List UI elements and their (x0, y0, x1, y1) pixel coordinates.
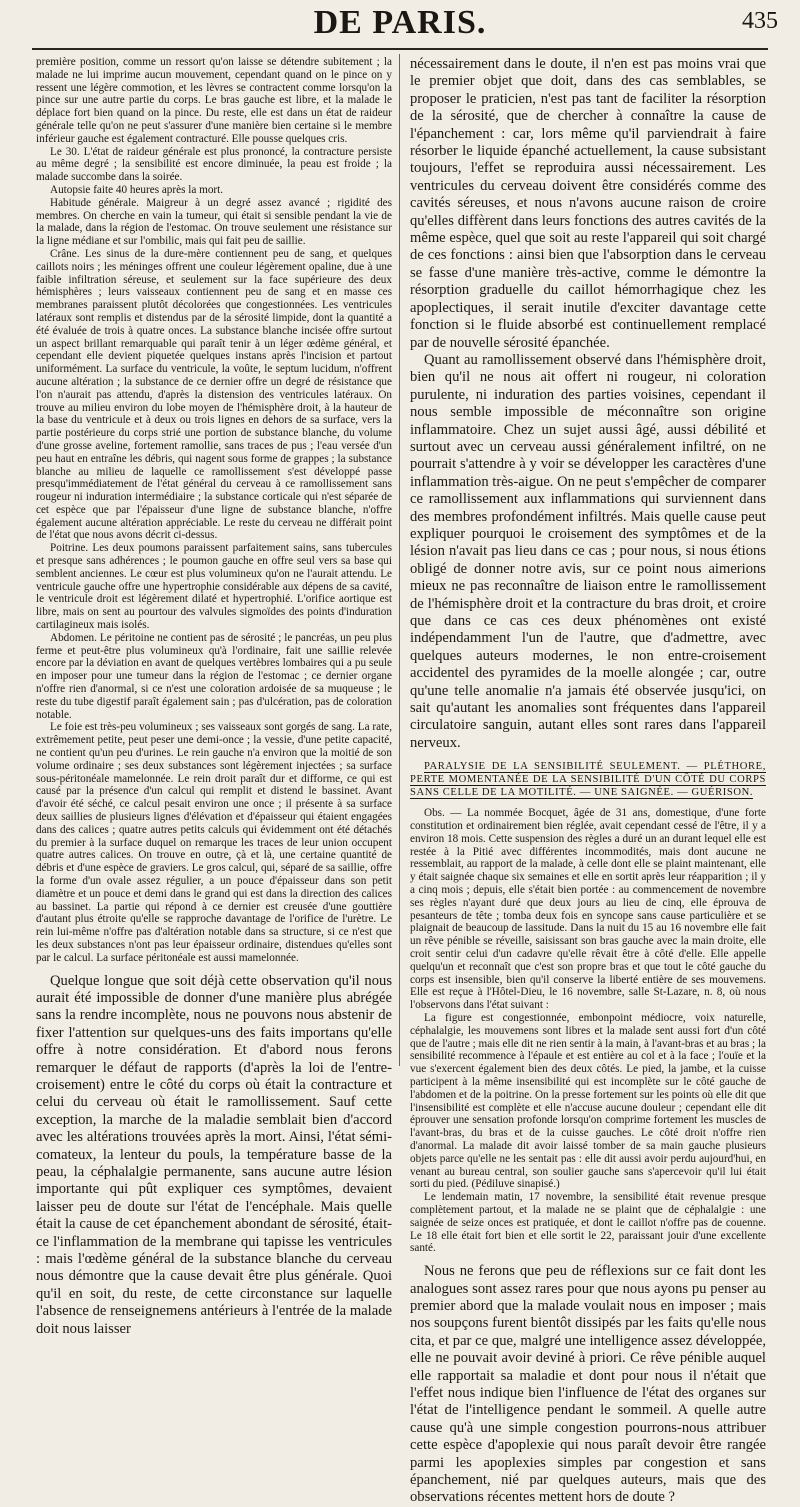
header-rule (32, 48, 768, 50)
paragraph: Le 30. L'état de raideur générale est plus prononcé, la contracture persiste au même degré ; la sensibilité est encore diminuée, la peau est froide ; la malade succombe dans la soirée. (36, 145, 392, 184)
paragraph: Habitude générale. Maigreur à un degré assez avancé ; rigidité des membres. On cherche en vain la tumeur, qui était si sensible pendant la vie de la malade, dans la région de l'estomac. On trouve seulement une résistance sur la ligne médiane et sur l'ombilic, mais qui fait peu de saillie. (36, 196, 392, 248)
right-column (410, 56, 766, 1506)
paragraph: première position, comme un ressort qu'on laisse se détendre subitement ; la malade ne lui imprime aucun mouvement, cependant quand on le pince on y ressent une légère commotion, et les lèvres se contractent comme lorsqu'on la pince sur une autre partie du corps. Le bras gauche est libre, et la malade le déplace fort bien quand on la pince. Du reste, elle est dans un état de raideur générale telle qu'on ne peut s'assurer d'une manière bien certaine si le membre inférieur gauche est également contracturé. Elle pousse quelques cris. (36, 56, 392, 145)
paragraph: Le lendemain matin, 17 novembre, la sensibilité était revenue presque complètement partout, et la malade ne se plaint que de céphalalgie : une saignée de seize onces est pratiquée, et dont le caillot n'offre pas de couenne. Le 18 elle était fort bien et elle sortit le 22, paraissant jouir d'une excellente santé. (410, 1191, 766, 1255)
paragraph: nécessairement dans le doute, il n'en est pas moins vrai que le premier objet que doit, dans des cas semblables, se proposer le praticien, n'est pas tant de faciliter la résorption de la sérosité, que de chercher à connaître la cause de l'épanchement : car, lors même qu'il parviendrait à faire résorber le liquide épanché actuellement, la cause subsistant toujours, l'effet se reproduira aussi nécessairement. Les ventricules du cerveau doivent être considérés comme des cavités séreuses, et nous n'avons aucune raison de croire qu'elles diffèrent dans leurs fonctions des autres cavités de la même espèce, quel que soit au reste l'appareil qui soit chargé de ces fonctions : ainsi bien que l'absorption dans le cerveau se fasse d'une manière très-active, comme le démontre la résorption graduelle du caillot hémorrhagique chez les apoplectiques, il serait inutile d'exciter davantage cette fonction si le fluide absorbé est continuellement remplacé par de nouvelle sérosité épanchée. (410, 56, 766, 351)
paragraph: Crâne. Les sinus de la dure-mère contiennent peu de sang, et quelques caillots noirs ; les méninges offrent une couleur légèrement opaline, due à une faible infiltration séreuse, et seulement sur la face supérieure des deux hémisphères ; leurs vaisseaux contiennent peu de sang et en masse ces membranes paraissent plutôt décolorées que congestionnées. Les ventricules latéraux sont remplis et distendus par de la sérosité limpide, dont la quantité a été évaluée de trois à quatre onces. La substance blanche incisée offre surtout un aspect brillant remarquable qui paraît tenir à un léger œdème général, et cependant elle devient piquetée quelques instans après l'incision et partout uniformément. La surface du ventricule, la voûte, le septum lucidum, n'offrent aucune altération ; la substance de ce dernier offre un degré de résistance que l'on n'aurait pas attendu, d'après la distension des ventricules latéraux. On trouve au milieu environ du lobe moyen de l'hémisphère droit, à la hauteur de la base du ventricule et à deux ou trois lignes en dehors de sa surface, vers la partie postérieure du corps strié une portion de substance blanche, du volume d'une grosse aveline, fortement ramollie, sans traces de pus ; l'eau versée d'un peu haut en entraîne les débris, qui nagent sous forme de grappes ; la substance blanche au milieu de laquelle ce ramollissement s'est développé passe presqu'immédiatement de l'état général du cerveau à ce ramollissement sans rougeur ni induration intermédiaire ; la substance corticale qui n'est séparée de cet espèce que par l'épaisseur d'une ligne de substance blanche, n'offre également aucune altération appréciable. Le reste du cerveau ne différait point de l'état que nous avons décrit ci-dessus. (36, 247, 392, 542)
paragraph: Le foie est très-peu volumineux ; ses vaisseaux sont gorgés de sang. La rate, extrêmement petite, peut peser une demi-once ; la vessie, d'une petite capacité, ne contient qu'un peu d'urines. Le rein gauche n'a environ que la moitié de son volume ordinaire ; ses deux substances sont légèrement injectées ; sa surface sous-péritonéale mamelonnée. Le rein droit paraît dur et difforme, ce qui est causé par la présence d'un calcul qui remplit et distend le bassinet. Avant d'avoir été séché, ce calcul pesait environ une once ; il présente à sa surface deux saillies de plusieurs lignes d'élévation et d'épaisseur qui étaient engagées dans des calices ; quatre autres petits calculs qui évidemment ont été détachés du premier à la surface duquel on remarque les traces de leur union occupent quatre autres calices. On trouve en outre, çà et là, une certaine quantité de débris et d'une espèce de graviers. Le gros calcul, qui, séparé de sa saillie, offre la forme d'un ovale assez régulier, a un pouce d'épaisseur dans son petit diamètre et un pouce et demi dans le grand qui est dans la direction des calices au bassinet. La partie qui répond à ce dernier est creusée d'une gouttière d'autant plus étroite qu'elle se rapproche davantage de l'orifice de l'urètre. Le rein lui-même n'offre pas d'altération notable dans sa structure, si ce n'est que les deux substances n'ont pas leur épaisseur ordinaire, distendues qu'elles sont par le calcul. La surface péritonéale est aussi mamelonnée. (36, 721, 392, 964)
section-heading-text: PARALYSIE DE LA SENSIBILITÉ SEULEMENT. — PLÉTHORE, PERTE MOMENTANÉE DE LA SENSIBILITÉ D'UN CÔTÉ DU CORPS SANS CELLE DE LA MOTILITÉ. — UNE SAIGNÉE. — GUÉRISON. (410, 761, 766, 799)
section-heading (410, 760, 766, 799)
page-title: DE PARIS. (313, 4, 487, 41)
paragraph: Quant au ramollissement observé dans l'hémisphère droit, bien qu'il ne nous ait offert ni rougeur, ni coloration purulente, ni induration des parties voisines, cependant il nous semble impossible de méconnaître son origine inflammatoire. Chez un sujet aussi âgé, aussi débilité et surtout avec un cerveau aussi généralement infiltré, on ne pourrait s'attendre à y voir se développer les caractères d'une inflammation très-aigue. On ne peut s'empêcher de comparer ce ramollissement aux inflammations qui surviennent dans des membres profondément infiltrés. Mais quelle cause peut expliquer pourquoi le croisement des symptômes et de la lésion n'avait pas lieu dans ce cas ; pour nous, si nous étions obligé de donner notre avis, sur ce point nous aimerions mieux ne pas reconnaître de liaison entre le ramollissement de l'hémisphère droit et la contracture du bras droit, et croire que dans ce cas ces deux phénomènes ont existé indépendamment l'un de l'autre, que d'admettre, avec quelques auteurs modernes, le non entre-croisement accidentel des pyramides de la moelle alongée ; car, outre qu'une telle anomalie n'a jamais été observée jusqu'ici, on sait qu'autant les anomalies sont fréquentes dans l'appareil circulatoire sanguin, autant elles sont rares dans l'appareil nerveux. (410, 351, 766, 751)
paragraph: Obs. — La nommée Bocquet, âgée de 31 ans, domestique, d'une forte constitution et ordinairement bien réglée, avait cependant cessé de l'être, il y a environ 18 mois. Cette suspension des règles a duré un an durant lequel elle est restée à la Pitié avec différentes incommodités, mais dont aucune ne ressemblait, au rapport de la malade, à celle dont elle se plaint maintenant, elle y était saignée chaque six semaines et elle en sortit après leur réapparition ; il y a cinq mois ; depuis, elle s'était bien portée : au commencement de novembre ses règles n'ayant duré que deux jours au lieu de cinq, elle éprouva de pesanteurs de tête ; tomba deux fois en syncope sans cause particulière et se plaignait de beaucoup de lassitude. Dans la nuit du 15 au 16 novembre elle fait un rêve pénible se réveille, saisissant son bras gauche avec la main droite, elle croit sentir celui d'un cadavre qu'elle rêvait être à côté d'elle. Elle appelle quelqu'un et reconnaît que c'est son propre bras et que tout le côté gauche du corps est insensible, bien qu'il conserve la liberté entière de ses mouvemens. Elle est reçue à l'Hôtel-Dieu, le 16 novembre, salle St-Lazare, n. 8, où nous l'observons dans l'état suivant : (410, 807, 766, 1012)
paragraph: Quelque longue que soit déjà cette observation qu'il nous aurait été impossible de donner d'une manière plus abrégée sans la rendre incomplète, nous ne pouvons nous abstenir de fixer l'attention sur quelques-uns des faits importans qu'elle offre à notre considération. Et d'abord nous ferons remarquer le défaut de rapports (d'après la loi de l'entre-croisement) entre le côté du corps où était la contracture et celui du cerveau où était le ramollissement. Sauf cette exception, la marche de la maladie semblait bien d'accord avec les altérations trouvées après la mort. Ainsi, l'état sémi-comateux, la lenteur du pouls, la température basse de la peau, la céphalalgie permanente, sans aucune autre lésion importante qui pût expliquer ces symptômes, devaient laisser peu de doute sur l'état de l'encéphale. Mais quelle était la cause de cet épanchement abondant de sérosité, était-ce l'inflammation de la membrane qui tapisse les ventricules : mais l'œdème général de la substance blanche du cerveau nous démontre que la cause devait être plus générale. Quoi qu'il en soit, du reste, de cette circonstance sur laquelle l'absence de renseignemens antérieurs à l'entrée de la malade doit nous laisser (36, 972, 392, 1337)
left-column (36, 56, 392, 1337)
column-divider (399, 54, 400, 1066)
masthead (20, 4, 780, 46)
paragraph: Abdomen. Le péritoine ne contient pas de sérosité ; le pancréas, un peu plus ferme et peut-être plus volumineux qu'à l'ordinaire, fait une saillie relevée encore par la déviation en avant de quelques vertèbres lombaires qui a pu seule en imposer pour une tumeur dans la région de l'estomac ; ce dernier organe n'offre rien d'anormal, si ce n'est une coloration ardoisée de sa muqueuse ; le reste du tube digestif paraît également sain ; pas d'ulcération, pas de coloration notable. (36, 631, 392, 721)
paragraph: Autopsie faite 40 heures après la mort. (50, 183, 224, 196)
page-number: 435 (742, 8, 778, 34)
paragraph: Nous ne ferons que peu de réflexions sur ce fait dont les analogues sont assez rares pour que nous ayons pu penser au premier abord que la malade voulait nous en imposer ; mais nos soupçons furent bientôt dissipés par les faits qu'elle nous cita, et par ce que, malgré une intelligence assez développée, elle ne pouvait avoir deviné à priori. Ce rêve pénible auquel elle rapportait sa maladie et dont pour nous il n'était que l'effet nous indique bien l'influence de l'état des organes sur l'état de l'intelligence pendant le sommeil. A quelle autre cause qu'à une simple congestion pourrons-nous attribuer cette espèce d'apoplexie qui nous paraît devoir être rangée parmi les apoplexies simples par congestion et sans épanchement, nié par quelques auteurs, mais que des observations récentes mettent hors de doute ? (410, 1263, 766, 1506)
paragraph: La figure est congestionnée, embonpoint médiocre, voix naturelle, céphalalgie, les mouvemens sont libres et la malade sent aussi fort d'un côté que de l'autre ; mais elle dit ne rien sentir à la main, à l'avant-bras et au bras ; la sensibilité recommence à l'épaule et est entière au col et à la face ; l'ouïe et la vue s'exercent également bien des deux côtés. Le pied, la jambe, et la cuisse participent à la même insensibilité qui est incomplète sur le côté gauche de l'abdomen et de la poitrine. On la presse fortement sur les points où elle dit que l'insensibilité est complète et elle n'accuse aucune douleur ; cependant elle dit éprouver une sensation profonde lorsqu'on comprime fortement les muscles de l'avant-bras, du bras et de la cuisse gauches. Le côté droit n'offre rien d'anormal. La malade dit avoir laissé tomber de sa main gauche plusieurs objets parce qu'elle ne les sentait pas : elle dit aussi avoir perdu aujourd'hui, en venant au bureau central, son soulier gauche sans s'apercevoir qu'il lui était sorti du pied. (Pédiluve sinapisé.) (410, 1012, 766, 1191)
paragraph: Poitrine. Les deux poumons paraissent parfaitement sains, sans tubercules et presque sans adhérences ; le poumon gauche en offre seul vers sa base qui semblent anciennes. Le cœur est plus volumineux qu'on ne l'aurait attendu. Le ventricule gauche offre une hypertrophie considérable aux dépens de sa cavité, le ventricule droit est légèrement dilaté et hypertrophié. L'orifice aortique est libre, mais on sent au pourtour des valvules sigmoïdes des points d'induration cartilagineux mais isolés. (36, 542, 392, 632)
